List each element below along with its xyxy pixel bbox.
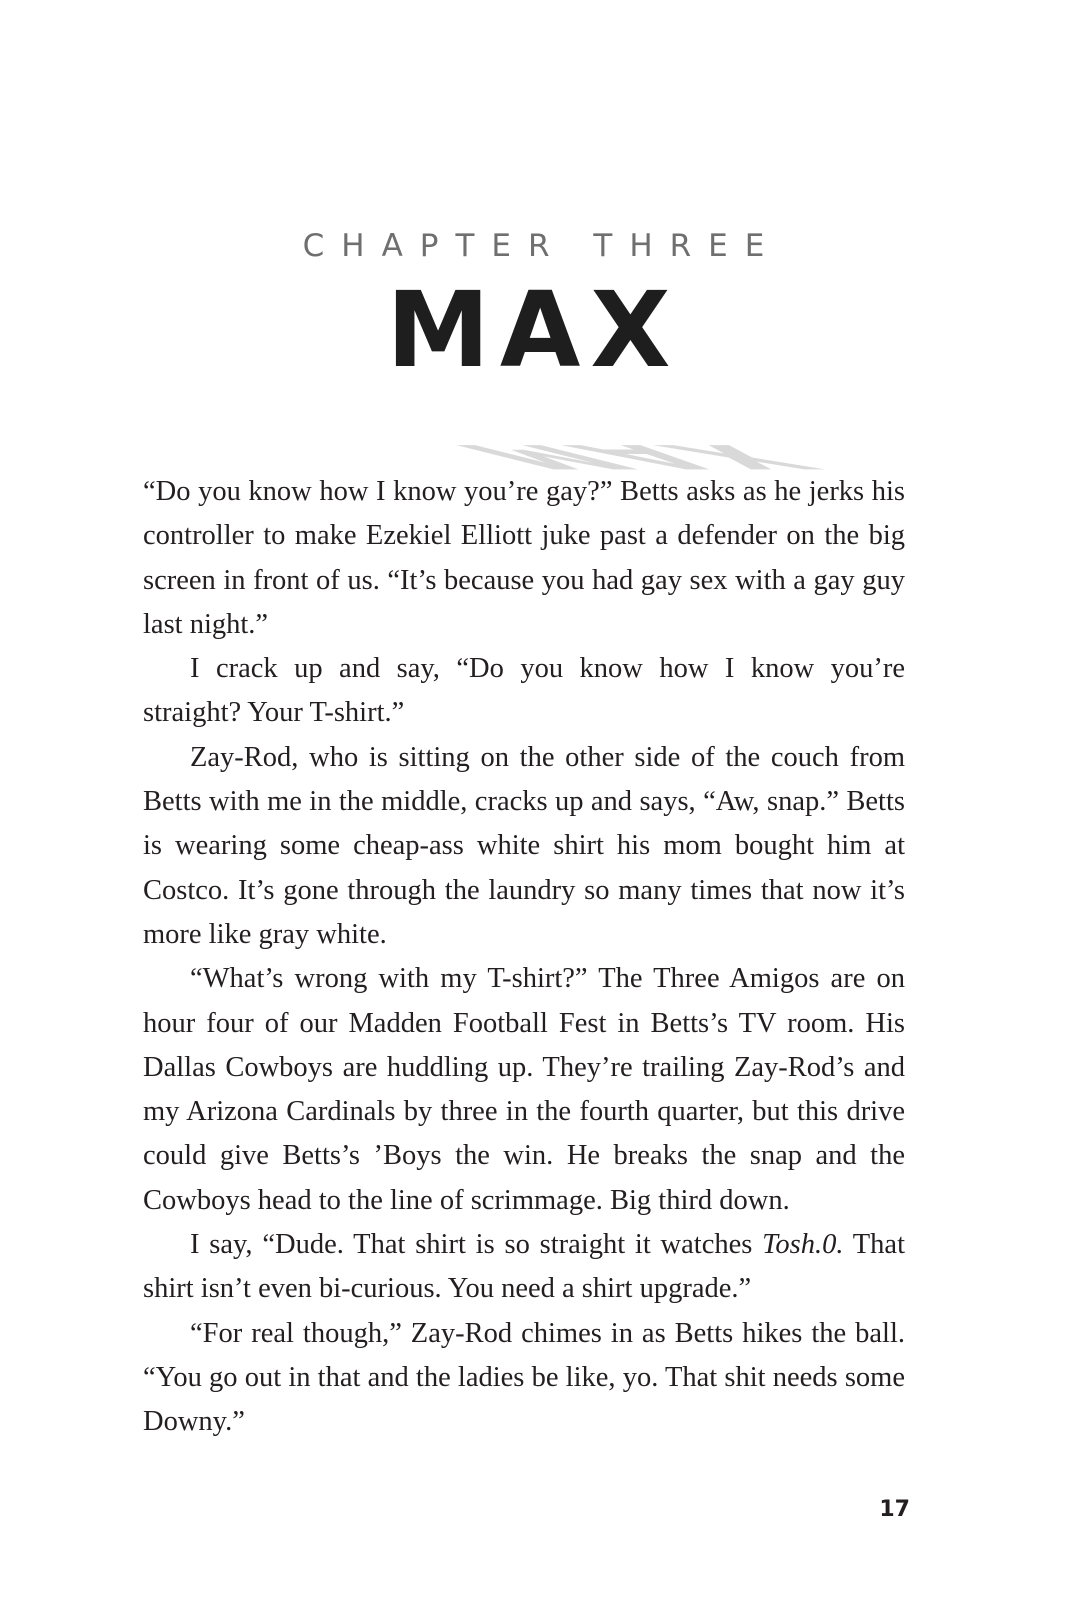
- chapter-title-shadow: MAX: [414, 437, 866, 477]
- paragraph: [143, 1223, 905, 1312]
- paragraph: I crack up and say, “Do you know how I know you’re straight? Your T-shirt.”: [143, 653, 905, 729]
- paragraph: Zay-Rod, who is sitting on the other side of the couch from Betts with me in the middle, cracks up and says, “Aw, snap.” Betts is wearing some cheap-ass white shirt his mom bought him at Costco. It’s gone through the laundry so many times that now it’s more like gray white.: [143, 741, 905, 950]
- paragraph: “What’s wrong with my T-shirt?” The Three Amigos are on hour four of our Madden Football Fest in Betts’s TV room. His Dallas Cowboys are huddling up. They’re trailing Zay-Rod’s and my Arizona Cardinals by three in the fourth quarter, but this drive could give Betts’s ’Boys the win. He breaks the snap and the Cowboys head to the line of scrimmage. Big third down.: [143, 963, 905, 1216]
- show-title: Tosh.0.: [762, 1229, 844, 1261]
- paragraph-text: I say, “Dude. That shirt is so straight it watches: [190, 1229, 763, 1261]
- paragraph: “For real though,” Zay-Rod chimes in as Betts hikes the ball. “You go out in that and the ladies be like, yo. That shit needs some Downy.”: [143, 1317, 905, 1438]
- page-number: 17: [879, 1497, 910, 1522]
- chapter-title-block: [0, 269, 1067, 477]
- chapter-label: CHAPTER THREE: [302, 228, 782, 264]
- chapter-body: [143, 470, 905, 1445]
- paragraph-text: That shirt isn’t even bi-curious. You need a shirt upgrade.”: [143, 1229, 906, 1305]
- chapter-title: MAX: [386, 269, 681, 391]
- paragraph: “Do you know how I know you’re gay?” Betts asks as he jerks his controller to make Ezekiel Elliott juke past a defender on the big screen in front of us. “It’s because you had gay sex with a gay guy last night.”: [143, 476, 905, 640]
